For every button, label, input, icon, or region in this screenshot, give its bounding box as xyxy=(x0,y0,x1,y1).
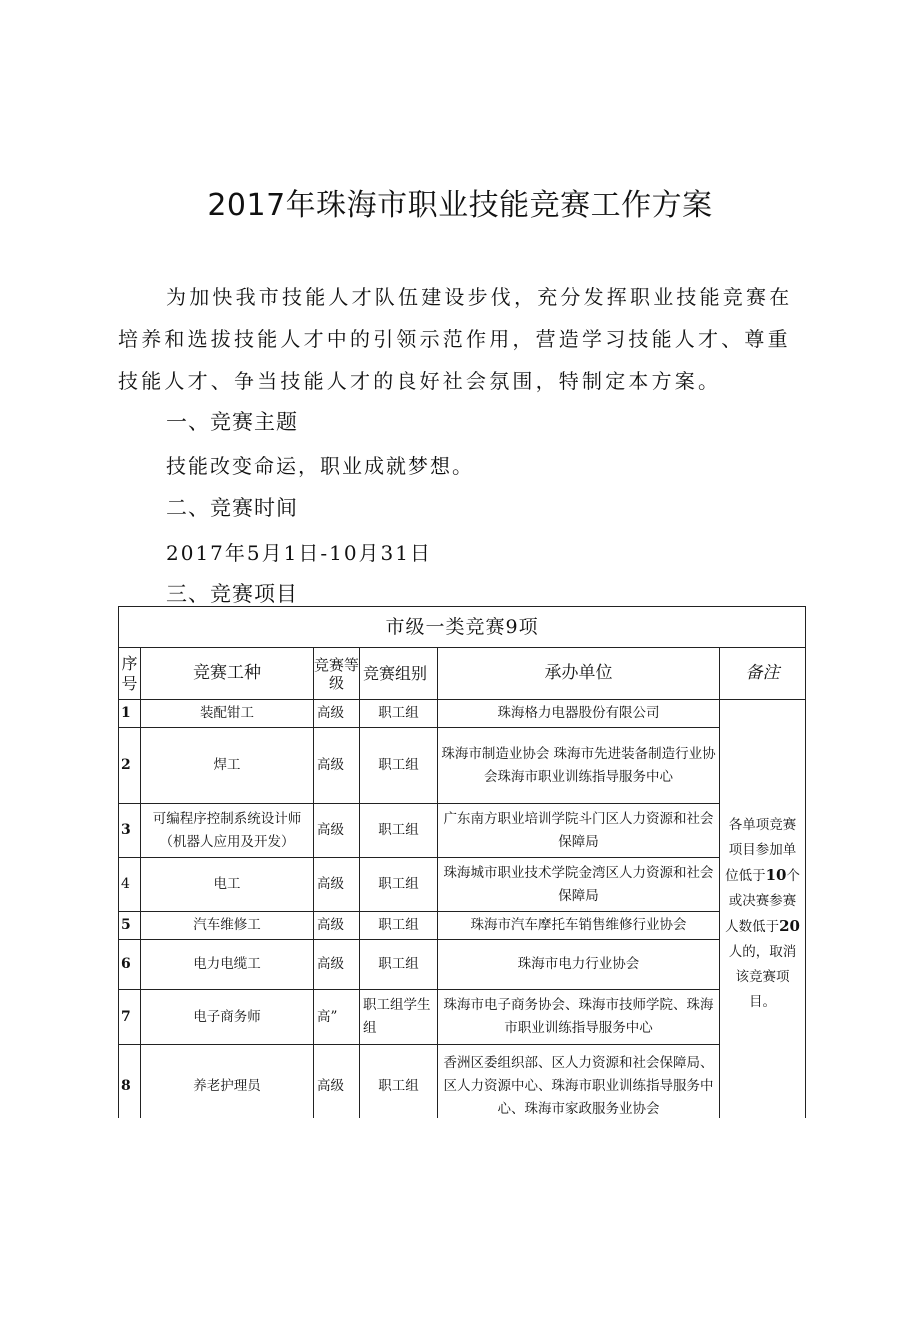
row-trade: 电子商务师 xyxy=(141,990,314,1045)
row-group: 职工组 xyxy=(360,700,438,728)
header-trade: 竞赛工种 xyxy=(141,648,314,700)
header-seq: 序号 xyxy=(119,648,141,700)
row-no: 1 xyxy=(119,700,141,728)
row-group: 职工组 xyxy=(360,728,438,804)
section3-heading: 三、竞赛项目 xyxy=(166,582,298,606)
table-row xyxy=(119,912,806,940)
table-row xyxy=(119,1045,806,1129)
remark-part-c: 人的，取消该竞赛项目。 xyxy=(728,944,797,1010)
page-title: 2017年珠海市职业技能竞赛工作方案 xyxy=(207,188,713,223)
row-no: 2 xyxy=(119,728,141,804)
row-group: 职工组 xyxy=(360,940,438,990)
header-host: 承办单位 xyxy=(438,648,720,700)
row-no: 5 xyxy=(119,912,141,940)
row-host: 珠海市电子商务协会、珠海市技师学院、珠海市职业训练指导服务中心 xyxy=(438,990,720,1045)
row-no: 3 xyxy=(119,804,141,858)
remark-cell xyxy=(720,700,806,1129)
table-header-row xyxy=(119,648,806,700)
row-group: 职工组学生组 xyxy=(360,990,438,1045)
row-level: 高级 xyxy=(314,700,360,728)
row-trade: 可编程序控制系统设计师（机器人应用及开发） xyxy=(141,804,314,858)
row-trade: 养老护理员 xyxy=(141,1045,314,1129)
intro-text: 为加快我市技能人才队伍建设步伐，充分发挥职业技能竞赛在培养和选拔技能人才中的引领示范作用，营造学习技能人才、尊重技能人才、争当技能人才的良好社会氛围，特制定本方案。 xyxy=(118,285,793,393)
row-group: 职工组 xyxy=(360,804,438,858)
table-row xyxy=(119,804,806,858)
remark-part-a: 各单项竞赛项目参加单位低于 xyxy=(725,817,797,884)
table-row xyxy=(119,728,806,804)
row-trade: 汽车维修工 xyxy=(141,912,314,940)
remark-part-b: 个或决赛参赛人数低于 xyxy=(725,868,800,935)
row-host: 珠海市汽车摩托车销售维修行业协会 xyxy=(438,912,720,940)
page-bottom-mask xyxy=(0,1118,920,1318)
row-host: 珠海城市职业技术学院金湾区人力资源和社会保障局 xyxy=(438,858,720,912)
row-level: 高级 xyxy=(314,1045,360,1129)
row-level: 高级 xyxy=(314,804,360,858)
row-group: 职工组 xyxy=(360,912,438,940)
header-remark: 备注 xyxy=(720,648,806,700)
row-level: 高” xyxy=(314,990,360,1045)
row-level: 高级 xyxy=(314,858,360,912)
table-caption: 市级一类竞赛9项 xyxy=(119,607,806,648)
header-level: 竞赛等级 xyxy=(314,648,360,700)
row-host: 珠海市制造业协会 珠海市先进装备制造行业协会珠海市职业训练指导服务中心 xyxy=(438,728,720,804)
row-trade: 装配钳工 xyxy=(141,700,314,728)
row-host: 珠海格力电器股份有限公司 xyxy=(438,700,720,728)
section1-text: 技能改变命运，职业成就梦想。 xyxy=(166,454,474,478)
row-no: 7 xyxy=(119,990,141,1045)
table-row xyxy=(119,858,806,912)
row-trade: 电工 xyxy=(141,858,314,912)
section2-text: 2017年5月1日-10月31日 xyxy=(166,541,433,565)
row-host: 广东南方职业培训学院斗门区人力资源和社会保障局 xyxy=(438,804,720,858)
section2-heading: 二、竞赛时间 xyxy=(166,496,298,520)
row-level: 高级 xyxy=(314,728,360,804)
row-no: 6 xyxy=(119,940,141,990)
row-level: 高级 xyxy=(314,940,360,990)
table-row xyxy=(119,700,806,728)
row-trade: 电力电缆工 xyxy=(141,940,314,990)
intro-paragraph xyxy=(118,276,808,402)
row-host: 珠海市电力行业协会 xyxy=(438,940,720,990)
remark-number-10: 10 xyxy=(765,866,787,884)
row-level: 高级 xyxy=(314,912,360,940)
table-row xyxy=(119,940,806,990)
header-group: 竞赛组别 xyxy=(360,648,438,700)
row-no: 4 xyxy=(119,858,141,912)
row-host: 香洲区委组织部、区人力资源和社会保障局、区人力资源中心、珠海市职业训练指导服务中心、珠海市家政服务业协会 xyxy=(438,1045,720,1129)
remark-number-20: 20 xyxy=(779,917,800,935)
table-caption-row xyxy=(119,607,806,648)
competition-table xyxy=(118,606,806,1129)
row-group: 职工组 xyxy=(360,858,438,912)
row-group: 职工组 xyxy=(360,1045,438,1129)
section1-heading: 一、竞赛主题 xyxy=(166,410,298,434)
row-trade: 焊工 xyxy=(141,728,314,804)
table-row xyxy=(119,990,806,1045)
row-no: 8 xyxy=(119,1045,141,1129)
